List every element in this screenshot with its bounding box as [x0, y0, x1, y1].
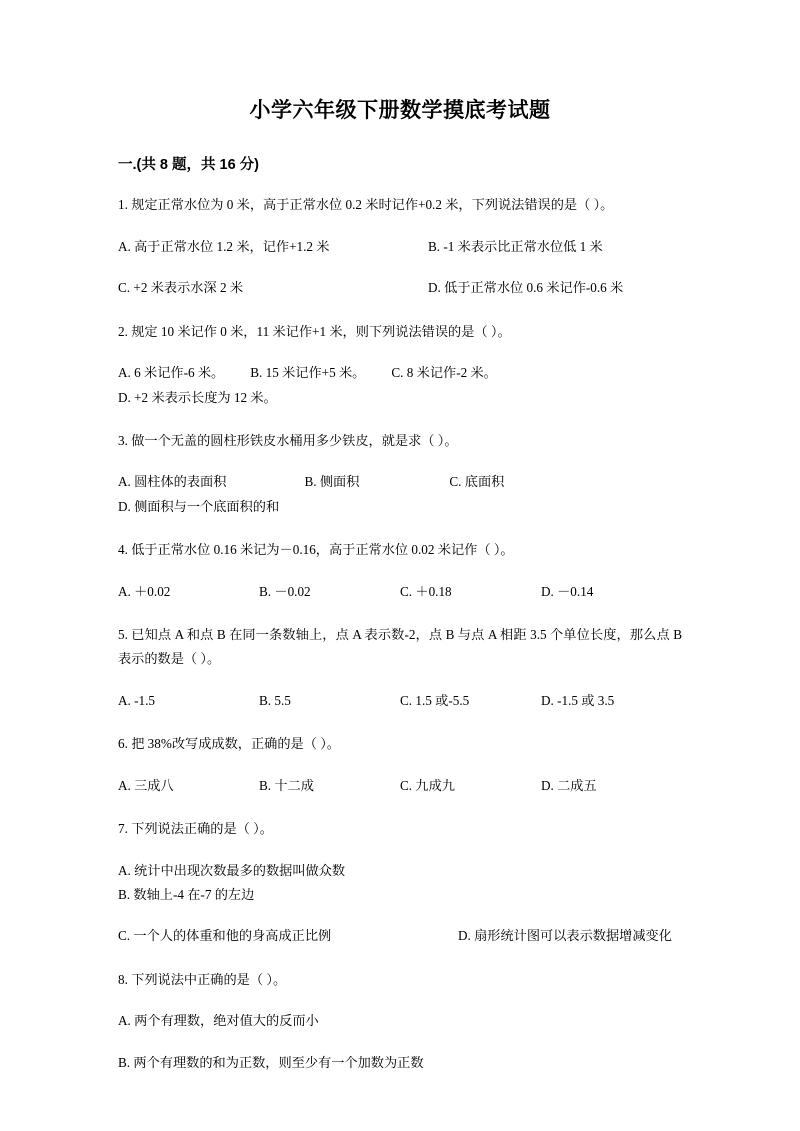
option-d[interactable]: D. 二成五: [541, 777, 597, 793]
option-row: [118, 774, 682, 798]
option-a[interactable]: A. 6 米记作-6 米。: [118, 365, 225, 381]
question-stem: 3. 做一个无盖的圆柱形铁皮水桶用多少铁皮，就是求（ ）。: [118, 432, 458, 448]
question-stem: 8. 下列说法中正确的是（ ）。: [118, 971, 287, 987]
option-row: [118, 235, 682, 259]
option-b[interactable]: B. 侧面积: [304, 474, 360, 490]
option-row: [118, 924, 682, 948]
option-c[interactable]: C. 底面积: [449, 474, 505, 490]
option-a[interactable]: A. ＋0.02: [118, 583, 171, 599]
option-c[interactable]: C. 一个人的体重和他的身高成正比例: [118, 928, 332, 944]
option-row: [118, 1051, 682, 1075]
question-stem: 5. 已知点 A 和点 B 在同一条数轴上，点 A 表示数-2，点 B 与点 A 相距 3.5 个单位长度，那么点 B 表示的数是（ ）。: [118, 627, 682, 667]
option-d[interactable]: D. 侧面积与一个底面积的和: [118, 498, 280, 514]
option-row: [118, 580, 682, 604]
option-b[interactable]: B. 十二成: [259, 777, 314, 793]
option-row: [118, 470, 682, 519]
question-stem: 7. 下列说法正确的是（ ）。: [118, 821, 273, 837]
question-stem: 1. 规定正常水位为 0 米，高于正常水位 0.2 米时记作+0.2 米，下列说法错误的是（ ）。: [118, 197, 614, 213]
page-title: 小学六年级下册数学摸底考试题: [249, 99, 551, 122]
question-stem: 6. 把 38%改写成成数，正确的是（ ）。: [118, 736, 340, 752]
option-a[interactable]: A. 三成八: [118, 777, 174, 793]
option-b[interactable]: B. 15 米记作+5 米。: [250, 365, 366, 381]
option-a[interactable]: A. 统计中出现次数最多的数据叫做众数: [118, 862, 346, 878]
option-row: [118, 1009, 682, 1033]
option-d[interactable]: D. +2 米表示长度为 12 米。: [118, 389, 277, 405]
option-row: [118, 276, 682, 300]
option-b[interactable]: B. 两个有理数的和为正数，则至少有一个加数为正数: [118, 1054, 424, 1070]
option-a[interactable]: A. 高于正常水位 1.2 米，记作+1.2 米: [118, 238, 330, 254]
option-c[interactable]: C. 九成九: [400, 777, 455, 793]
section-heading: 一.(共 8 题，共 16 分): [118, 157, 259, 174]
option-a[interactable]: A. 两个有理数，绝对值大的反而小: [118, 1013, 319, 1029]
option-b[interactable]: B. －0.02: [259, 583, 311, 599]
question-stem: 4. 低于正常水位 0.16 米记为－0.16，高于正常水位 0.02 米记作（ ）。: [118, 542, 514, 558]
question-stem: 2. 规定 10 米记作 0 米，11 米记作+1 米，则下列说法错误的是（ ）。: [118, 323, 511, 339]
option-d[interactable]: D. 扇形统计图可以表示数据增减变化: [458, 928, 672, 944]
option-row: [118, 859, 682, 908]
option-d[interactable]: D. －0.14: [541, 583, 594, 599]
option-c[interactable]: C. 8 米记作-2 米。: [391, 365, 497, 381]
option-b[interactable]: B. 数轴上-4 在-7 的左边: [118, 886, 255, 902]
option-d[interactable]: D. -1.5 或 3.5: [541, 692, 615, 708]
option-d[interactable]: D. 低于正常水位 0.6 米记作-0.6 米: [428, 280, 624, 296]
option-b[interactable]: B. 5.5: [259, 692, 291, 708]
option-c[interactable]: C. +2 米表示水深 2 米: [118, 280, 244, 296]
option-c[interactable]: C. 1.5 或-5.5: [400, 692, 470, 708]
option-a[interactable]: A. -1.5: [118, 692, 155, 708]
option-b[interactable]: B. -1 米表示比正常水位低 1 米: [428, 238, 603, 254]
option-row: [118, 361, 682, 410]
option-c[interactable]: C. ＋0.18: [400, 583, 452, 599]
option-row: [118, 689, 682, 713]
option-a[interactable]: A. 圆柱体的表面积: [118, 474, 227, 490]
